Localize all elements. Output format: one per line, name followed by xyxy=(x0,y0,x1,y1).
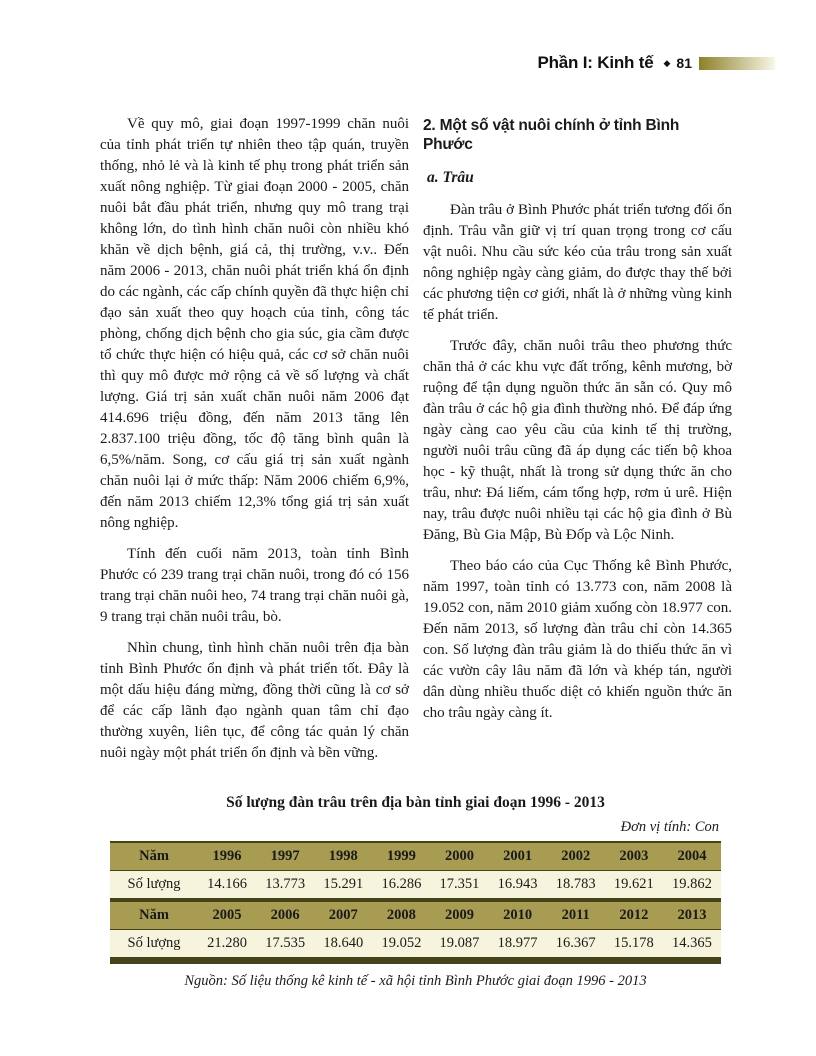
table-cell: 2011 xyxy=(547,900,605,930)
table-cell: 17.351 xyxy=(430,871,488,901)
diamond-icon: ◆ xyxy=(663,57,671,68)
row-header: Năm xyxy=(110,900,198,930)
table-cell: 2007 xyxy=(314,900,372,930)
table-cell: 14.365 xyxy=(663,930,721,961)
table-cell: 16.943 xyxy=(489,871,547,901)
table-title: Số lượng đàn trâu trên địa bàn tỉnh giai đoạn 1996 - 2013 xyxy=(226,794,605,811)
paragraph: Về quy mô, giai đoạn 1997-1999 chăn nuôi của tỉnh phát triển tự nhiên theo tập quán, truyền thống, nhỏ lẻ và là kinh tế phụ trong phát triển sản xuất nông nghiệp. Từ giai đoạn 2000 - 2005, chăn nuôi bắt đầu phát triển, nhưng quy mô trang trại không lớn, do tình hình chăn nuôi còn nhiều khó khăn về dịch bệnh, giá cả, thị trường, v.v.. Đến năm 2006 - 2013, chăn nuôi phát triển khá ổn định do các ngành, các cấp chính quyền đã thực hiện chỉ đạo sản xuất theo quy hoạch của tỉnh, công tác phòng, chống dịch bệnh cho gia súc, gia cầm được tổ chức thực hiện có hiệu quả, các cơ sở chăn nuôi thì quy mô được mở rộng cả về số lượng và chất lượng. Giá trị sản xuất chăn nuôi năm 2006 đạt 414.696 triệu đồng, đến năm 2013 tăng lên 2.837.100 triệu đồng, tốc độ tăng bình quân là 6,5%/năm. Song, cơ cấu giá trị sản xuất ngành chăn nuôi lại ở mức thấp: Năm 2006 chiếm 6,9%, đến năm 2013 chiếm 12,3% tổng giá trị sản xuất nông nghiệp. xyxy=(100,116,409,531)
table-cell: 19.862 xyxy=(663,871,721,901)
table-cell: 19.087 xyxy=(430,930,488,961)
table-cell: 2002 xyxy=(561,848,591,864)
right-column xyxy=(423,114,732,764)
row-header: Số lượng xyxy=(110,930,198,961)
left-column xyxy=(100,114,409,764)
table-cell: 15.178 xyxy=(605,930,663,961)
table-cell: 2009 xyxy=(430,900,488,930)
table-row xyxy=(110,871,721,901)
table-cell: 13.773 xyxy=(256,871,314,901)
subsection-heading: a. Trâu xyxy=(427,169,474,186)
table-cell: 19.621 xyxy=(605,871,663,901)
table-cell: 2005 xyxy=(198,900,256,930)
running-header xyxy=(0,53,775,73)
table-cell: 18.640 xyxy=(314,930,372,961)
table-unit-note: Đơn vị tính: Con xyxy=(620,819,719,835)
paragraph: Theo báo cáo của Cục Thống kê Bình Phước, năm 1997, toàn tỉnh có 13.773 con, năm 2008 là 19.052 con, năm 2010 giảm xuống còn 18.977 con. Đến năm 2013, số lượng đàn trâu chỉ còn 14.365 con. Số lượng đàn trâu giảm là do thiếu thức ăn vì các vườn cây lâu năm đã lớn và khép tán, người dân dùng nhiều thuốc diệt cỏ khiến nguồn thức ăn cho trâu ngày càng ít. xyxy=(423,558,732,721)
table-row xyxy=(110,842,721,871)
table-cell: 2013 xyxy=(663,900,721,930)
table-cell: 19.052 xyxy=(372,930,430,961)
paragraph: Nhìn chung, tình hình chăn nuôi trên địa bàn tỉnh Bình Phước ổn định và phát triển tốt. Đây là một dấu hiệu đáng mừng, đồng thời cũng là cơ sở để các cấp lãnh đạo ngành quan tâm chỉ đạo thường xuyên, liên tục, để công tác quản lý chăn nuôi ngày một phát triển ổn định và bền vững. xyxy=(100,640,409,761)
table-cell: 1996 xyxy=(212,848,242,864)
table-cell: 1997 xyxy=(270,848,300,864)
table-cell: 2003 xyxy=(619,848,649,864)
paragraph: Tính đến cuối năm 2013, toàn tỉnh Bình Phước có 239 trang trại chăn nuôi, trong đó có 156 trang trại chăn nuôi heo, 74 trang trại chăn nuôi gà, 9 trang trại chăn nuôi trâu, bò. xyxy=(100,546,409,625)
section-heading: 2. Một số vật nuôi chính ở tỉnh Bình Phước xyxy=(423,117,680,153)
table-cell: 18.783 xyxy=(547,871,605,901)
table-cell: 16.367 xyxy=(547,930,605,961)
paragraph: Đàn trâu ở Bình Phước phát triển tương đối ổn định. Trâu vẫn giữ vị trí quan trọng trong cơ cấu vật nuôi. Nhu cầu sức kéo của trâu trong sản xuất nông nghiệp ngày càng giảm, do được thay thế bởi các phương tiện cơ giới, nhất là ở những vùng kinh tế phát triển. xyxy=(423,202,732,323)
table-cell: 15.291 xyxy=(314,871,372,901)
table-cell: 2000 xyxy=(444,848,474,864)
statistics-table-block xyxy=(110,794,721,990)
table-cell: 18.977 xyxy=(489,930,547,961)
table-cell: 21.280 xyxy=(198,930,256,961)
row-header: Số lượng xyxy=(110,871,198,901)
table-cell: 2006 xyxy=(256,900,314,930)
table-cell: 2012 xyxy=(605,900,663,930)
paragraph: Trước đây, chăn nuôi trâu theo phương thức chăn thả ở các khu vực đất trống, kênh mương, bờ ruộng để tận dụng nguồn thức ăn sẵn có. Quy mô đàn trâu ở các hộ gia đình thường nhỏ. Để đáp ứng ngày càng cao yêu cầu của kinh tế thị trường, người nuôi trâu cũng đã áp dụng các tiến bộ khoa học - kỹ thuật, nhất là trong sử dụng thức ăn cho trâu, như: Đá liếm, cám tổng hợp, rơm ủ urê. Hiện nay, trâu được nuôi nhiều tại các hộ gia đình ở Bù Đăng, Bù Gia Mập, Bù Đốp và Lộc Ninh. xyxy=(423,338,732,543)
table-source-note: Nguồn: Số liệu thống kê kinh tế - xã hội tỉnh Bình Phước giai đoạn 1996 - 2013 xyxy=(184,973,647,989)
table-cell: 2001 xyxy=(503,848,533,864)
table-row xyxy=(110,900,721,930)
section-label: Phần I: Kinh tế xyxy=(537,53,654,72)
table-cell: 2010 xyxy=(489,900,547,930)
table-cell: 17.535 xyxy=(256,930,314,961)
table-cell: 14.166 xyxy=(198,871,256,901)
body-columns xyxy=(100,114,732,764)
table-cell: 1999 xyxy=(386,848,416,864)
table-cell: 16.286 xyxy=(372,871,430,901)
table-cell: 2004 xyxy=(677,848,707,864)
table-cell: 2008 xyxy=(372,900,430,930)
header-gradient-bar xyxy=(699,57,775,70)
buffalo-count-table xyxy=(110,841,721,964)
page-number: 81 xyxy=(676,55,692,71)
row-header: Năm xyxy=(139,848,169,864)
table-cell: 1998 xyxy=(328,848,358,864)
table-row xyxy=(110,930,721,961)
